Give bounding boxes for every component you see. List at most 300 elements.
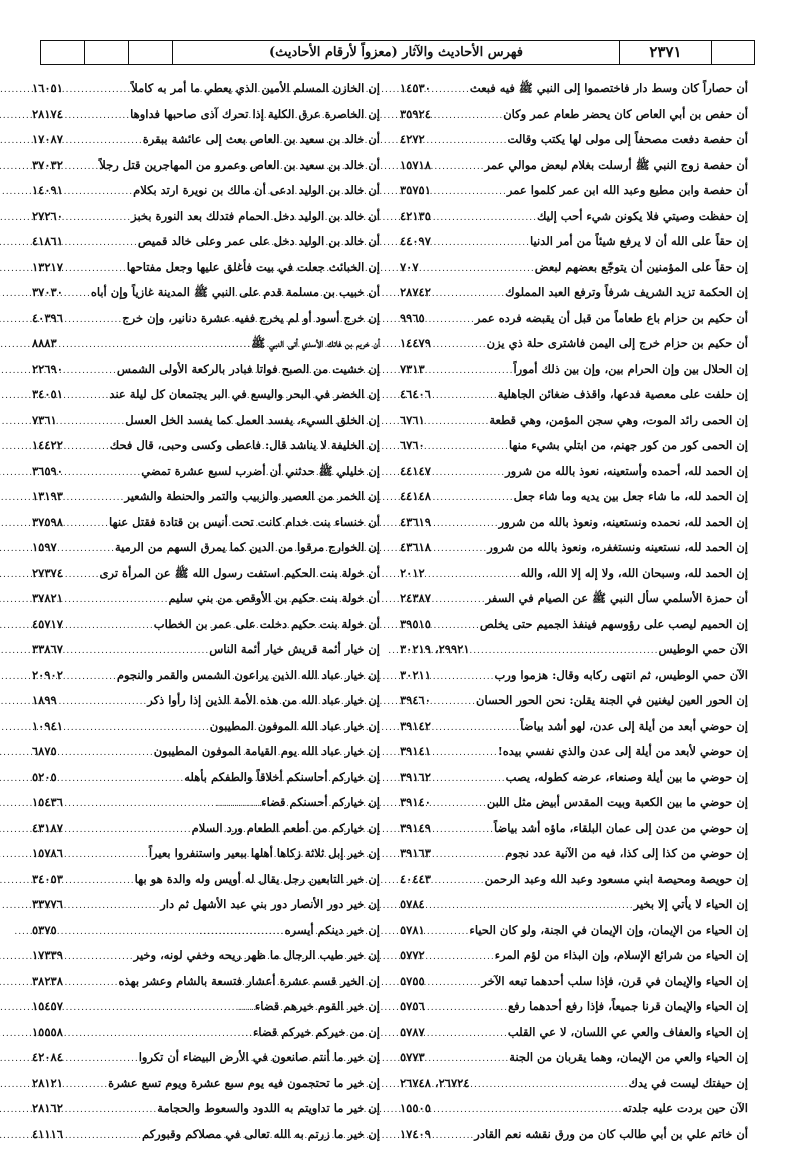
entry-number: ٣٩١٤٩ <box>400 816 433 842</box>
entry-number: ١٧٠٨٧ <box>32 127 65 153</box>
entry-text: أن حفصة زوج النبي ﷺ أرسلت بغلام لبعض موالي عمر <box>485 153 748 179</box>
dot-leader <box>433 665 495 691</box>
entry-number: ١٧٣٣٩ <box>32 943 65 969</box>
index-entry <box>32 994 380 1020</box>
entry-text: إن خير إبل ثلاثة زكاها أهلها ببعير واستنفروا بعيراً <box>149 841 380 867</box>
entry-number: ٥٧٧٣ <box>400 1045 427 1071</box>
dot-leader <box>433 767 506 793</box>
index-entry <box>32 663 380 689</box>
entry-text: إن الحياء من الإيمان، وإن الإيمان في الجنة، ولو كان الحياء <box>469 918 748 944</box>
entry-text: إن الحياء والعفاف والعي عي اللسان، لا عي القلب <box>508 1020 748 1046</box>
dot-leader <box>65 894 160 920</box>
entry-text: إن خشيت من الصبح فواتا فبادر بالركعة الأولى الشمس <box>117 357 380 383</box>
entry-number: ٥٧٧٢ <box>400 943 427 969</box>
index-entry <box>400 382 748 408</box>
dot-leader <box>65 818 192 844</box>
entry-number: ٤٣٦١٩ <box>400 510 433 536</box>
dot-leader <box>65 716 210 742</box>
entry-number: ٦٧٦١ <box>400 408 427 434</box>
entry-number: ٣٨٢٣٨ <box>32 969 65 995</box>
index-entry <box>400 153 748 179</box>
entry-number: ٣٥٧٥١ <box>400 178 433 204</box>
index-entry <box>400 1071 748 1097</box>
index-entry <box>32 229 380 255</box>
index-entry <box>32 433 380 459</box>
index-entry <box>400 943 748 969</box>
dot-leader <box>433 818 494 844</box>
index-entry <box>32 943 380 969</box>
dot-leader <box>65 665 117 691</box>
entry-number: ٣٣٧٧٦ <box>32 892 65 918</box>
dot-leader <box>65 308 122 334</box>
dot-leader <box>472 1073 629 1099</box>
index-entry <box>400 892 748 918</box>
index-entry <box>400 535 748 561</box>
entry-text: إن حيفتك ليست في يدك <box>628 1071 748 1097</box>
entry-number: ٥٧٥٦ <box>400 994 427 1020</box>
entry-text: إن الخضر في البحر واليسع في البر يجتمعان كل ليلة عند <box>109 382 380 408</box>
entry-text: إن حقاً على الله أن لا يرفع شيئاً من أمر الدنيا <box>530 229 748 255</box>
index-entry <box>32 1071 380 1097</box>
entry-text: الآن حمي الوطيس <box>659 637 748 663</box>
dot-leader <box>427 1022 508 1048</box>
entry-text: إن حويصة ومحيصة ابني مسعود وعبد الله وعبد الرحمن <box>485 867 748 893</box>
entry-number: ٣٤٠٥١ <box>32 382 65 408</box>
entry-text: أن حفص بن أبي العاص كان يحضر طعام عمر وكان <box>503 102 748 128</box>
entry-text: إن الحمد لله، ما شاء جعل بين يديه وما شاء جعل <box>514 484 748 510</box>
entry-text: إن خياركم أحاسنكم أخلاقاً والطفكم بأهله <box>184 765 380 791</box>
index-entry <box>400 841 748 867</box>
index-entry <box>32 510 380 536</box>
entry-text: أن خالد بن الوليد دخل على عمر وعلى خالد قميص <box>138 229 380 255</box>
entry-number: ٣٩١٤١ <box>400 739 433 765</box>
dot-leader <box>65 1073 108 1099</box>
entry-text: أن خالد بن سعيد بن العاص بعث إلى عائشة ببقرة <box>143 127 380 153</box>
index-entry <box>400 637 748 663</box>
page-number: ٢٣٧١ <box>620 41 712 64</box>
entry-text: إن الخير قسم عشرة أعشار فتسعة بالشام وعشر بهذه <box>119 969 381 995</box>
entry-text: إن الخمر من العصير والزبيب والتمر والحنطة والشعير <box>124 484 380 510</box>
index-entry <box>32 561 380 587</box>
entry-text: إن الحمى كور من كور جهنم، من ابتلي بشيء منها <box>509 433 748 459</box>
entry-number: ٥٣٧٥ <box>32 918 59 944</box>
entry-text: إن الحمى رائد الموت، وهي سجن المؤمن، وهي قطعة <box>489 408 748 434</box>
index-entry <box>400 102 748 128</box>
dot-leader <box>427 308 475 334</box>
entry-number: ٢٤٣٨٧ <box>400 586 433 612</box>
dot-leader <box>65 461 141 487</box>
entry-number: ٣٧٥٩٨ <box>32 510 65 536</box>
entry-text: إن خير ما أنتم صانعون في الأرض البيضاء أن تكروا <box>139 1045 380 1071</box>
entry-text: إن خيار عباد الله يوم القيامة الموفون المطيبون <box>154 739 380 765</box>
dot-leader <box>65 563 100 589</box>
entry-text: إن الحمد لله، وسبحان الله، ولا إله إلا الله، والله <box>521 561 748 587</box>
index-entry <box>400 357 748 383</box>
entry-number: ٤٣٦١٨ <box>400 535 433 561</box>
entry-text: إن الخوارج مرقوا من الدين كما يمرق السهم من الرمية <box>115 535 380 561</box>
entry-number: ١٠٩٤١ <box>32 714 65 740</box>
index-entry <box>32 153 380 179</box>
index-entry <box>400 408 748 434</box>
index-entry <box>32 459 380 485</box>
dot-leader <box>433 537 487 563</box>
dot-leader <box>427 435 509 461</box>
entry-text: أن خولة بنت حكيم بن الأوقص من بني سليم <box>168 586 380 612</box>
entry-text: أن حكيم بن حزام باع طعاماً من قبل أن يقبضه فرده عمر <box>475 306 748 332</box>
entry-text: إن خير ما تحتجمون فيه يوم سبع عشرة ويوم تسع عشرة <box>108 1071 380 1097</box>
dot-leader <box>65 384 110 410</box>
index-entry <box>32 178 380 204</box>
entry-number: ٤٢١٣٥ <box>400 204 433 230</box>
entry-text: إن الحياء والإيمان في قرن، فإذا سلب أحدهما تبعه الآخر <box>481 969 748 995</box>
entry-text: إن الخلق السيء، يفسد العمل كما يفسد الخل العسل <box>125 408 380 434</box>
entry-text: أن حكيم بن حزام خرج إلى اليمن فاشترى حلة ذي يزن <box>487 331 748 357</box>
entry-number: ٣٤٠٥٣ <box>32 867 65 893</box>
dot-leader <box>65 486 124 512</box>
index-entry <box>400 204 748 230</box>
entry-number: ٤٠٤٤٣ <box>400 867 433 893</box>
header-empty-cell <box>129 41 173 64</box>
entry-number: ٢٧٢٦٠ <box>32 204 65 230</box>
entry-text: أن حمزة الأسلمي سأل النبي ﷺ عن الصيام في السفر <box>486 586 748 612</box>
entry-text: إن الحياء والعي من الإيمان، وهما يقربان من الجنة <box>509 1045 748 1071</box>
dot-leader <box>433 384 498 410</box>
dot-leader <box>65 359 117 385</box>
index-entry <box>400 1122 748 1148</box>
index-entry <box>400 229 748 255</box>
entry-number: ١٤٤٢٢ <box>32 433 65 459</box>
entry-text: إن خير التابعين رجل يقال له أويس وله والدة هو بها <box>135 867 380 893</box>
entry-number: ١٣١٩٣ <box>32 484 65 510</box>
index-entry <box>32 1020 380 1046</box>
entry-text: إن الخازن المسلم الأمين الذي يعطي ما أمر به كاملاً <box>131 76 380 102</box>
header-empty-cell <box>41 41 85 64</box>
index-entry <box>400 994 748 1020</box>
entry-number: ٣٥٩٢٤ <box>400 102 433 128</box>
entry-number: ٣٧٨٢١ <box>32 586 65 612</box>
dot-leader <box>65 512 109 538</box>
dot-leader <box>65 155 99 181</box>
entry-text: إن حوضي أبعد من أيلة إلى عدن، لهو أشد بياضاً <box>520 714 748 740</box>
entry-number: ٢٦٧٢٤، ٢٦٧٤٨ <box>400 1071 472 1097</box>
entry-number: ٦٧٦٠ <box>400 433 427 459</box>
entry-number: ٣٠٢١١ <box>400 663 433 689</box>
entry-number: ٥٧٨١ <box>400 918 427 944</box>
entry-number: ٣٩١٦٢ <box>400 765 433 791</box>
index-entry <box>32 331 380 357</box>
entry-number: ٥٧٨٧ <box>400 1020 427 1046</box>
entry-text: إن حوضي من كذا إلى كذا، فيه من الآنية عدد نجوم <box>505 841 748 867</box>
entry-text: إن الحياء والإيمان قرنا جميعاً، فإذا رفع أحدهما رفع <box>508 994 748 1020</box>
entry-number: ٣٩١٤٢ <box>400 714 433 740</box>
dot-leader <box>65 1022 253 1048</box>
entry-text: أن خولة بنت الحكيم استفت رسول الله ﷺ عن المرأة ترى <box>100 561 381 587</box>
dot-leader <box>433 716 520 742</box>
dot-leader <box>433 1098 622 1124</box>
dot-leader <box>59 537 115 563</box>
index-entry <box>32 1096 380 1122</box>
entry-number: ٣٩٥١٥ <box>400 612 433 638</box>
dot-leader <box>65 945 134 971</box>
index-entry <box>400 586 748 612</box>
entry-number: ١٤٤٧٩ <box>400 331 433 357</box>
index-entry <box>32 969 380 995</box>
entry-number: ٤٢٧٢ <box>400 127 427 153</box>
entry-number: ٦٨٧٥ <box>32 739 59 765</box>
entry-number: ٤٢٠٨٤ <box>32 1045 65 1071</box>
dot-leader <box>433 843 505 869</box>
entry-text: إن خيار عباد الله الذين يراعون الشمس والقمر والنجوم <box>117 663 380 689</box>
entry-number: ٣٣٨٦٧ <box>32 637 65 663</box>
dot-leader <box>433 104 503 130</box>
entry-text: أن خريم بن فاتك الأسدي أتى النبي ﷺ <box>251 331 380 357</box>
index-entry <box>32 867 380 893</box>
index-entry <box>400 510 748 536</box>
dot-leader <box>427 410 490 436</box>
dot-leader <box>65 843 149 869</box>
dot-leader <box>65 1047 139 1073</box>
dot-leader <box>433 1124 474 1149</box>
entry-text: إن خيار عباد الله الموفون المطيبون <box>210 714 380 740</box>
dot-leader <box>65 206 131 232</box>
index-entry <box>400 280 748 306</box>
entry-number: ٤٠٣٩٦ <box>32 306 65 332</box>
entry-text: أن خاتم علي بن أبي طالب كان من ورق نقشه نعم القادر <box>474 1122 748 1148</box>
dot-leader <box>433 282 505 308</box>
index-entry <box>32 1045 380 1071</box>
index-entry <box>400 739 748 765</box>
page-header <box>40 40 755 65</box>
entry-text: إن خير ما زرتم به الله تعالى في مصلاكم وقبوركم <box>142 1122 380 1148</box>
dot-leader <box>433 614 480 640</box>
entry-text: إن حوضي ما بين أيلة وصنعاء، عرضه كطوله، يصب <box>506 765 748 791</box>
index-entry <box>32 76 380 102</box>
entry-number: ٤٦٤٠٦ <box>400 382 433 408</box>
dot-leader <box>65 104 130 130</box>
dot-leader <box>65 231 138 257</box>
entry-number: ١٥٧٨٦ <box>32 841 65 867</box>
dot-leader <box>433 869 485 895</box>
dot-leader <box>59 333 252 359</box>
dot-leader <box>65 996 255 1022</box>
index-entry <box>32 535 380 561</box>
header-empty-cell <box>85 41 129 64</box>
entry-text: إن الحمد لله، نستعينه ونستغفره، ونعوذ بالله من شرور <box>487 535 748 561</box>
entry-number: ٥٧٥٥ <box>400 969 427 995</box>
dot-leader <box>59 767 185 793</box>
index-entry <box>400 306 748 332</box>
index-entry <box>400 76 748 102</box>
dot-leader <box>65 1098 157 1124</box>
entry-text: أن خالد بن الوليد دخل الحمام فتدلك بعد النورة بخبز <box>131 204 380 230</box>
entry-text: إن حفظت وصيتي فلا يكونن شيء أحب إليك <box>537 204 748 230</box>
entry-number: ٤١١١٦ <box>32 1122 65 1148</box>
index-entry <box>400 1045 748 1071</box>
index-entry <box>400 459 748 485</box>
index-entry <box>32 790 380 816</box>
entry-number: ٧٣٦١ <box>32 408 59 434</box>
dot-leader <box>433 690 476 716</box>
entry-text: إن الحياء من شرائع الإسلام، وإن البذاء من لؤم المرء <box>495 943 748 969</box>
entry-text: إن خياركم أحسنكم قضاء <box>261 790 380 816</box>
entry-text: إن الحياء لا يأتي إلا بخير <box>634 892 748 918</box>
entry-text: إن حقاً على المؤمنين أن يتوجّع بعضهم لبعض <box>535 255 748 281</box>
entry-number: ٥٢٠٥ <box>32 765 59 791</box>
index-entry <box>32 1122 380 1148</box>
entry-text: إن حوضي لأبعد من أيلة إلى عدن والذي نفسي بيده! <box>498 739 748 765</box>
index-entry <box>32 306 380 332</box>
entry-text: أن خولة بنت حكيم دخلت على عمر بن الخطاب <box>154 612 380 638</box>
index-entry <box>400 663 748 689</box>
entry-number: ٢٩٩٢١، ٣٠٢١٩ <box>400 637 472 663</box>
entry-text: إن خرج أسود أو لم يخرج ففيه عشرة دنانير، وإن خرج <box>122 306 380 332</box>
index-column-left <box>32 76 380 1147</box>
dot-leader <box>59 410 126 436</box>
index-entry <box>32 816 380 842</box>
entry-text: إن الحميم ليصب على رؤوسهم فينفذ الجميم حتى يخلص <box>480 612 748 638</box>
index-entry <box>32 739 380 765</box>
index-entry <box>32 841 380 867</box>
entry-text: إن الحمد لله، أحمده وأستعينه، نعوذ بالله من شرور <box>505 459 748 485</box>
index-entry <box>400 918 748 944</box>
entry-number: ٤٤٠٩٧ <box>400 229 433 255</box>
dot-leader <box>427 945 495 971</box>
header-empty-cell <box>712 41 754 64</box>
dot-leader <box>433 792 487 818</box>
dot-leader <box>59 920 285 946</box>
dot-leader <box>427 920 470 946</box>
dot-leader <box>427 971 482 997</box>
entry-text: إن الحلال بين وإن الحرام بين، وإن بين ذلك أموراً <box>513 357 748 383</box>
index-entry <box>400 1020 748 1046</box>
entry-text: إن خير القوم خيرهم قضاء <box>255 994 380 1020</box>
entry-text: الآن حمي الوطيس، ثم انتهى ركابه وقال: هزموا ورب <box>494 663 748 689</box>
dot-leader <box>433 461 505 487</box>
entry-number: ٣٩٤٦٠ <box>400 688 433 714</box>
dot-leader <box>433 155 485 181</box>
dot-leader <box>433 206 537 232</box>
index-entry <box>400 765 748 791</box>
entry-number: ٣٩١٦٣ <box>400 841 433 867</box>
index-entry <box>400 127 748 153</box>
entry-number: ٧٣١٣ <box>400 357 427 383</box>
entry-text: إن خير دور الأنصار دور بني عبد الأشهل ثم دار <box>160 892 380 918</box>
entry-text: إن خير طيب الرجال ما ظهر ريحه وخفي لونه، وخير <box>134 943 380 969</box>
entry-number: ٢٨١٧٤ <box>32 102 65 128</box>
entry-number: ٥٧٨٤ <box>400 892 427 918</box>
entry-number: ٢٨١٦٢ <box>32 1096 65 1122</box>
entry-number: ١٥٥٥٨ <box>32 1020 65 1046</box>
dot-leader <box>433 486 514 512</box>
dot-leader <box>433 231 530 257</box>
entry-number: ٢٨٧٤٢ <box>400 280 433 306</box>
entry-text: إن من خيركم خيركم قضاء <box>253 1020 380 1046</box>
dot-leader <box>65 588 169 614</box>
dot-leader <box>65 639 209 665</box>
dot-leader <box>427 359 514 385</box>
index-entry <box>32 892 380 918</box>
index-entry <box>32 484 380 510</box>
index-entry <box>400 714 748 740</box>
dot-leader <box>472 639 659 665</box>
index-entry <box>32 204 380 230</box>
entry-number: ١٥٧١٨ <box>400 153 433 179</box>
dot-leader <box>65 971 119 997</box>
index-entry <box>32 408 380 434</box>
dot-leader <box>427 894 634 920</box>
entry-number: ٤٥٧١٧ <box>32 612 65 638</box>
index-entry <box>400 867 748 893</box>
index-entry <box>400 484 748 510</box>
index-entry <box>400 561 748 587</box>
dot-leader <box>433 333 487 359</box>
dot-leader <box>433 588 486 614</box>
entry-number: ١٣٢١٧ <box>32 255 65 281</box>
index-entry <box>32 255 380 281</box>
dot-leader <box>433 512 499 538</box>
index-entry <box>32 612 380 638</box>
entry-text: إن خيار عباد الله من هذه الأمة الذين إذا رأوا ذكر <box>147 688 380 714</box>
index-entry <box>400 433 748 459</box>
entry-number: ٢٠١٢ <box>400 561 427 587</box>
dot-leader <box>59 741 154 767</box>
index-entry <box>400 969 748 995</box>
entry-text: إن الحكمة تزيد الشريف شرفاً وترفع العبد المملوك <box>505 280 748 306</box>
entry-number: ٣٩١٤٠ <box>400 790 433 816</box>
entry-number: ٢٨١٢١ <box>32 1071 65 1097</box>
dot-leader <box>65 435 110 461</box>
dot-leader <box>65 180 133 206</box>
entry-number: ١٦٠٥١ <box>32 76 65 102</box>
entry-text: أن خنساء بنت خدام كانت تحت أنيس بن قتادة فقتل عنها <box>109 510 380 536</box>
dot-leader <box>427 563 521 589</box>
index-entry <box>32 586 380 612</box>
entry-number: ٣٧٠٣٠ <box>32 280 65 306</box>
index-column-right <box>400 76 748 1147</box>
entry-number: ٤١٨٦١ <box>32 229 65 255</box>
dot-leader <box>427 1047 510 1073</box>
dot-leader <box>433 78 470 104</box>
entry-number: ١٥٥٠٥ <box>400 1096 433 1122</box>
entry-number: ٢٧٣٧٤ <box>32 561 65 587</box>
entry-text: أن حفصة دفعت مصحفاً إلى مولى لها يكتب وقالت <box>507 127 748 153</box>
index-entry <box>400 612 748 638</box>
dot-leader <box>65 282 91 308</box>
entry-text: إن خير دينكم أيسره <box>285 918 380 944</box>
entry-number: ٣٧٠٣٢ <box>32 153 65 179</box>
entry-text: إن الخليفة لا يناشد قال: فاعطى وكسى وحبى، قال فحك <box>110 433 380 459</box>
entry-text: إن خيار أئمة قريش خيار أئمة الناس <box>209 637 380 663</box>
index-entry <box>32 280 380 306</box>
index-entry <box>32 918 380 944</box>
entry-text: أن خبيب بن مسلمة قدم على النبي ﷺ المدينة غازياً وإن أباه <box>91 280 380 306</box>
entry-number: ١٥٤٣٦ <box>32 790 65 816</box>
entry-text: أن خالد بن الوليد ادعى أن مالك بن نويرة ارتد بكلام <box>133 178 380 204</box>
index-entry <box>32 102 380 128</box>
header-title: فهرس الأحاديث والآثار (معزواً لأرقام الأحاديث) <box>173 41 620 64</box>
dot-leader <box>421 257 535 283</box>
index-entry <box>400 816 748 842</box>
dot-leader <box>65 792 261 818</box>
entry-number: ٨٨٨٣ <box>32 331 59 357</box>
index-entry <box>32 688 380 714</box>
entry-text: أن حصاراً كان وسط دار فاختصموا إلى النبي ﷺ فيه فبعث <box>470 76 748 102</box>
entry-number: ١٧٤٠٩ <box>400 1122 433 1148</box>
entry-text: إن الحور العين ليغنين في الجنة يقلن: نحن الحور الحسان <box>476 688 748 714</box>
entry-number: ١٤٥٣٠ <box>400 76 433 102</box>
dot-leader <box>65 869 135 895</box>
entry-number: ٢٢٦٩٠ <box>32 357 65 383</box>
